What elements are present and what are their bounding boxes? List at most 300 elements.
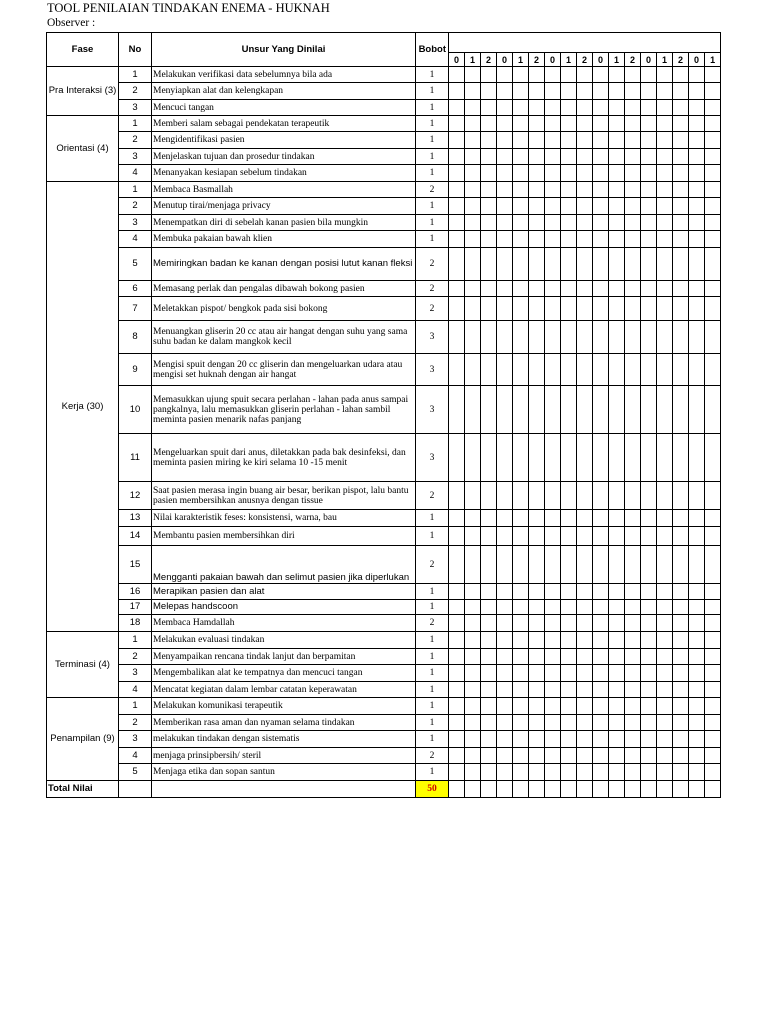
score-cell[interactable] xyxy=(481,248,497,281)
score-cell[interactable] xyxy=(625,354,641,386)
score-cell[interactable] xyxy=(577,731,593,748)
score-cell[interactable] xyxy=(625,132,641,149)
score-cell[interactable] xyxy=(609,584,625,600)
score-cell[interactable] xyxy=(529,182,545,198)
score-cell[interactable] xyxy=(545,67,561,83)
score-cell[interactable] xyxy=(529,231,545,248)
score-cell[interactable] xyxy=(641,321,657,354)
score-cell[interactable] xyxy=(481,83,497,100)
score-cell[interactable] xyxy=(545,698,561,715)
score-cell[interactable] xyxy=(641,100,657,116)
score-cell[interactable] xyxy=(705,731,721,748)
score-cell[interactable] xyxy=(625,67,641,83)
score-cell[interactable] xyxy=(449,182,465,198)
score-cell[interactable] xyxy=(609,198,625,215)
score-cell[interactable] xyxy=(529,434,545,482)
score-cell[interactable] xyxy=(609,748,625,764)
score-cell[interactable] xyxy=(449,731,465,748)
score-cell[interactable] xyxy=(465,67,481,83)
score-cell[interactable] xyxy=(641,546,657,584)
score-cell[interactable] xyxy=(545,731,561,748)
score-cell[interactable] xyxy=(673,83,689,100)
score-cell[interactable] xyxy=(625,482,641,510)
score-cell[interactable] xyxy=(625,165,641,182)
score-cell[interactable] xyxy=(465,665,481,682)
score-cell[interactable] xyxy=(561,748,577,764)
score-cell[interactable] xyxy=(625,731,641,748)
score-cell[interactable] xyxy=(593,781,609,798)
score-cell[interactable] xyxy=(481,67,497,83)
score-cell[interactable] xyxy=(625,698,641,715)
score-cell[interactable] xyxy=(449,764,465,781)
score-cell[interactable] xyxy=(689,132,705,149)
score-cell[interactable] xyxy=(449,527,465,546)
score-cell[interactable] xyxy=(625,386,641,434)
score-cell[interactable] xyxy=(577,248,593,281)
score-cell[interactable] xyxy=(625,682,641,698)
score-cell[interactable] xyxy=(657,584,673,600)
score-cell[interactable] xyxy=(593,665,609,682)
score-cell[interactable] xyxy=(705,748,721,764)
score-cell[interactable] xyxy=(577,100,593,116)
score-cell[interactable] xyxy=(497,482,513,510)
score-cell[interactable] xyxy=(641,132,657,149)
score-cell[interactable] xyxy=(449,231,465,248)
score-cell[interactable] xyxy=(529,100,545,116)
score-cell[interactable] xyxy=(673,215,689,231)
score-cell[interactable] xyxy=(593,584,609,600)
score-cell[interactable] xyxy=(561,510,577,527)
score-cell[interactable] xyxy=(449,715,465,731)
score-cell[interactable] xyxy=(593,83,609,100)
score-cell[interactable] xyxy=(529,165,545,182)
score-cell[interactable] xyxy=(577,649,593,665)
score-cell[interactable] xyxy=(689,781,705,798)
score-cell[interactable] xyxy=(497,198,513,215)
score-cell[interactable] xyxy=(545,600,561,615)
score-cell[interactable] xyxy=(481,764,497,781)
score-cell[interactable] xyxy=(593,182,609,198)
score-cell[interactable] xyxy=(609,715,625,731)
score-cell[interactable] xyxy=(705,510,721,527)
score-cell[interactable] xyxy=(497,248,513,281)
score-cell[interactable] xyxy=(577,715,593,731)
score-cell[interactable] xyxy=(513,354,529,386)
score-cell[interactable] xyxy=(577,198,593,215)
score-cell[interactable] xyxy=(657,116,673,132)
score-cell[interactable] xyxy=(465,600,481,615)
score-cell[interactable] xyxy=(465,584,481,600)
score-cell[interactable] xyxy=(513,149,529,165)
score-cell[interactable] xyxy=(497,649,513,665)
score-cell[interactable] xyxy=(593,67,609,83)
score-cell[interactable] xyxy=(641,527,657,546)
score-cell[interactable] xyxy=(545,615,561,632)
score-cell[interactable] xyxy=(593,632,609,649)
score-cell[interactable] xyxy=(497,764,513,781)
score-cell[interactable] xyxy=(465,386,481,434)
score-cell[interactable] xyxy=(609,649,625,665)
score-cell[interactable] xyxy=(673,198,689,215)
score-cell[interactable] xyxy=(625,527,641,546)
score-cell[interactable] xyxy=(481,116,497,132)
score-cell[interactable] xyxy=(449,748,465,764)
score-cell[interactable] xyxy=(481,665,497,682)
score-cell[interactable] xyxy=(673,386,689,434)
score-cell[interactable] xyxy=(657,698,673,715)
score-cell[interactable] xyxy=(657,132,673,149)
score-cell[interactable] xyxy=(609,83,625,100)
score-cell[interactable] xyxy=(449,386,465,434)
score-cell[interactable] xyxy=(593,546,609,584)
score-cell[interactable] xyxy=(449,248,465,281)
score-cell[interactable] xyxy=(577,764,593,781)
score-cell[interactable] xyxy=(577,600,593,615)
score-cell[interactable] xyxy=(577,781,593,798)
score-cell[interactable] xyxy=(609,281,625,297)
score-cell[interactable] xyxy=(673,682,689,698)
score-cell[interactable] xyxy=(561,434,577,482)
score-cell[interactable] xyxy=(561,165,577,182)
score-cell[interactable] xyxy=(465,215,481,231)
score-cell[interactable] xyxy=(497,600,513,615)
score-cell[interactable] xyxy=(449,665,465,682)
score-cell[interactable] xyxy=(705,386,721,434)
score-cell[interactable] xyxy=(561,83,577,100)
score-cell[interactable] xyxy=(465,354,481,386)
score-cell[interactable] xyxy=(641,354,657,386)
score-cell[interactable] xyxy=(545,748,561,764)
score-cell[interactable] xyxy=(657,434,673,482)
score-cell[interactable] xyxy=(593,698,609,715)
score-cell[interactable] xyxy=(657,715,673,731)
score-cell[interactable] xyxy=(481,546,497,584)
score-cell[interactable] xyxy=(657,482,673,510)
score-cell[interactable] xyxy=(609,116,625,132)
score-cell[interactable] xyxy=(689,231,705,248)
score-cell[interactable] xyxy=(673,354,689,386)
score-cell[interactable] xyxy=(513,297,529,321)
score-cell[interactable] xyxy=(561,682,577,698)
score-cell[interactable] xyxy=(497,510,513,527)
score-cell[interactable] xyxy=(705,615,721,632)
score-cell[interactable] xyxy=(673,665,689,682)
score-cell[interactable] xyxy=(449,100,465,116)
score-cell[interactable] xyxy=(705,248,721,281)
score-cell[interactable] xyxy=(689,649,705,665)
score-cell[interactable] xyxy=(641,198,657,215)
score-cell[interactable] xyxy=(705,527,721,546)
score-cell[interactable] xyxy=(545,665,561,682)
score-cell[interactable] xyxy=(657,67,673,83)
score-cell[interactable] xyxy=(481,231,497,248)
score-cell[interactable] xyxy=(593,297,609,321)
score-cell[interactable] xyxy=(641,748,657,764)
score-cell[interactable] xyxy=(705,83,721,100)
score-cell[interactable] xyxy=(449,354,465,386)
score-cell[interactable] xyxy=(481,715,497,731)
score-cell[interactable] xyxy=(609,434,625,482)
score-cell[interactable] xyxy=(593,354,609,386)
score-cell[interactable] xyxy=(529,149,545,165)
score-cell[interactable] xyxy=(673,731,689,748)
score-cell[interactable] xyxy=(449,510,465,527)
score-cell[interactable] xyxy=(705,715,721,731)
score-cell[interactable] xyxy=(705,321,721,354)
score-cell[interactable] xyxy=(625,764,641,781)
score-cell[interactable] xyxy=(529,584,545,600)
score-cell[interactable] xyxy=(673,297,689,321)
score-cell[interactable] xyxy=(449,116,465,132)
score-cell[interactable] xyxy=(593,715,609,731)
score-cell[interactable] xyxy=(545,527,561,546)
score-cell[interactable] xyxy=(561,297,577,321)
score-cell[interactable] xyxy=(593,482,609,510)
score-cell[interactable] xyxy=(545,510,561,527)
score-cell[interactable] xyxy=(449,600,465,615)
score-cell[interactable] xyxy=(625,748,641,764)
score-cell[interactable] xyxy=(625,182,641,198)
score-cell[interactable] xyxy=(577,297,593,321)
score-cell[interactable] xyxy=(593,764,609,781)
score-cell[interactable] xyxy=(529,297,545,321)
score-cell[interactable] xyxy=(561,546,577,584)
score-cell[interactable] xyxy=(609,248,625,281)
score-cell[interactable] xyxy=(657,83,673,100)
score-cell[interactable] xyxy=(625,546,641,584)
score-cell[interactable] xyxy=(625,600,641,615)
score-cell[interactable] xyxy=(657,649,673,665)
score-cell[interactable] xyxy=(593,281,609,297)
score-cell[interactable] xyxy=(545,584,561,600)
score-cell[interactable] xyxy=(577,182,593,198)
score-cell[interactable] xyxy=(513,132,529,149)
score-cell[interactable] xyxy=(545,321,561,354)
score-cell[interactable] xyxy=(609,527,625,546)
score-cell[interactable] xyxy=(641,632,657,649)
score-cell[interactable] xyxy=(609,215,625,231)
score-cell[interactable] xyxy=(625,83,641,100)
score-cell[interactable] xyxy=(497,665,513,682)
score-cell[interactable] xyxy=(593,132,609,149)
score-cell[interactable] xyxy=(625,665,641,682)
score-cell[interactable] xyxy=(625,649,641,665)
score-cell[interactable] xyxy=(481,615,497,632)
score-cell[interactable] xyxy=(449,281,465,297)
score-cell[interactable] xyxy=(545,386,561,434)
score-cell[interactable] xyxy=(577,116,593,132)
score-cell[interactable] xyxy=(449,297,465,321)
score-cell[interactable] xyxy=(529,215,545,231)
score-cell[interactable] xyxy=(513,231,529,248)
score-cell[interactable] xyxy=(513,83,529,100)
score-cell[interactable] xyxy=(641,434,657,482)
score-cell[interactable] xyxy=(497,546,513,584)
score-cell[interactable] xyxy=(513,434,529,482)
score-cell[interactable] xyxy=(673,434,689,482)
score-cell[interactable] xyxy=(689,386,705,434)
score-cell[interactable] xyxy=(465,527,481,546)
score-cell[interactable] xyxy=(465,781,481,798)
score-cell[interactable] xyxy=(513,748,529,764)
score-cell[interactable] xyxy=(689,682,705,698)
score-cell[interactable] xyxy=(529,698,545,715)
score-cell[interactable] xyxy=(481,100,497,116)
score-cell[interactable] xyxy=(609,615,625,632)
score-cell[interactable] xyxy=(561,764,577,781)
score-cell[interactable] xyxy=(481,165,497,182)
score-cell[interactable] xyxy=(609,482,625,510)
score-cell[interactable] xyxy=(705,198,721,215)
score-cell[interactable] xyxy=(689,600,705,615)
score-cell[interactable] xyxy=(545,149,561,165)
score-cell[interactable] xyxy=(609,781,625,798)
score-cell[interactable] xyxy=(689,748,705,764)
score-cell[interactable] xyxy=(465,116,481,132)
score-cell[interactable] xyxy=(689,182,705,198)
score-cell[interactable] xyxy=(577,165,593,182)
score-cell[interactable] xyxy=(657,600,673,615)
score-cell[interactable] xyxy=(705,149,721,165)
score-cell[interactable] xyxy=(481,781,497,798)
score-cell[interactable] xyxy=(497,215,513,231)
score-cell[interactable] xyxy=(641,386,657,434)
score-cell[interactable] xyxy=(641,649,657,665)
score-cell[interactable] xyxy=(497,100,513,116)
score-cell[interactable] xyxy=(545,182,561,198)
score-cell[interactable] xyxy=(673,321,689,354)
score-cell[interactable] xyxy=(529,116,545,132)
score-cell[interactable] xyxy=(465,615,481,632)
score-cell[interactable] xyxy=(641,482,657,510)
score-cell[interactable] xyxy=(481,132,497,149)
score-cell[interactable] xyxy=(641,665,657,682)
score-cell[interactable] xyxy=(625,281,641,297)
score-cell[interactable] xyxy=(705,165,721,182)
score-cell[interactable] xyxy=(545,297,561,321)
score-cell[interactable] xyxy=(513,198,529,215)
score-cell[interactable] xyxy=(689,297,705,321)
score-cell[interactable] xyxy=(529,83,545,100)
score-cell[interactable] xyxy=(513,698,529,715)
score-cell[interactable] xyxy=(561,132,577,149)
score-cell[interactable] xyxy=(705,781,721,798)
score-cell[interactable] xyxy=(561,665,577,682)
score-cell[interactable] xyxy=(705,482,721,510)
score-cell[interactable] xyxy=(705,67,721,83)
score-cell[interactable] xyxy=(449,781,465,798)
score-cell[interactable] xyxy=(529,132,545,149)
score-cell[interactable] xyxy=(497,682,513,698)
score-cell[interactable] xyxy=(673,715,689,731)
score-cell[interactable] xyxy=(593,149,609,165)
score-cell[interactable] xyxy=(689,198,705,215)
score-cell[interactable] xyxy=(513,116,529,132)
score-cell[interactable] xyxy=(513,584,529,600)
score-cell[interactable] xyxy=(545,165,561,182)
score-cell[interactable] xyxy=(657,248,673,281)
score-cell[interactable] xyxy=(545,248,561,281)
score-cell[interactable] xyxy=(593,510,609,527)
score-cell[interactable] xyxy=(481,482,497,510)
score-cell[interactable] xyxy=(673,546,689,584)
score-cell[interactable] xyxy=(657,527,673,546)
score-cell[interactable] xyxy=(545,215,561,231)
score-cell[interactable] xyxy=(545,100,561,116)
score-cell[interactable] xyxy=(545,649,561,665)
score-cell[interactable] xyxy=(465,649,481,665)
score-cell[interactable] xyxy=(625,321,641,354)
score-cell[interactable] xyxy=(625,100,641,116)
score-cell[interactable] xyxy=(673,510,689,527)
score-cell[interactable] xyxy=(705,434,721,482)
score-cell[interactable] xyxy=(689,100,705,116)
score-cell[interactable] xyxy=(641,615,657,632)
score-cell[interactable] xyxy=(641,83,657,100)
score-cell[interactable] xyxy=(625,434,641,482)
score-cell[interactable] xyxy=(609,354,625,386)
score-cell[interactable] xyxy=(497,281,513,297)
score-cell[interactable] xyxy=(625,149,641,165)
score-cell[interactable] xyxy=(625,231,641,248)
score-cell[interactable] xyxy=(641,182,657,198)
score-cell[interactable] xyxy=(465,764,481,781)
score-cell[interactable] xyxy=(449,149,465,165)
score-cell[interactable] xyxy=(465,482,481,510)
score-cell[interactable] xyxy=(513,715,529,731)
score-cell[interactable] xyxy=(465,321,481,354)
score-cell[interactable] xyxy=(465,682,481,698)
score-cell[interactable] xyxy=(609,297,625,321)
score-cell[interactable] xyxy=(657,281,673,297)
score-cell[interactable] xyxy=(673,281,689,297)
score-cell[interactable] xyxy=(625,198,641,215)
score-cell[interactable] xyxy=(449,615,465,632)
score-cell[interactable] xyxy=(449,698,465,715)
score-cell[interactable] xyxy=(657,100,673,116)
score-cell[interactable] xyxy=(513,215,529,231)
score-cell[interactable] xyxy=(577,748,593,764)
score-cell[interactable] xyxy=(609,231,625,248)
score-cell[interactable] xyxy=(561,731,577,748)
score-cell[interactable] xyxy=(689,482,705,510)
score-cell[interactable] xyxy=(497,116,513,132)
score-cell[interactable] xyxy=(449,165,465,182)
score-cell[interactable] xyxy=(673,527,689,546)
score-cell[interactable] xyxy=(529,600,545,615)
score-cell[interactable] xyxy=(609,546,625,584)
score-cell[interactable] xyxy=(705,354,721,386)
score-cell[interactable] xyxy=(449,546,465,584)
score-cell[interactable] xyxy=(609,182,625,198)
score-cell[interactable] xyxy=(481,281,497,297)
score-cell[interactable] xyxy=(657,731,673,748)
score-cell[interactable] xyxy=(545,116,561,132)
score-cell[interactable] xyxy=(705,132,721,149)
score-cell[interactable] xyxy=(529,682,545,698)
score-cell[interactable] xyxy=(529,764,545,781)
score-cell[interactable] xyxy=(673,632,689,649)
score-cell[interactable] xyxy=(657,354,673,386)
score-cell[interactable] xyxy=(657,297,673,321)
score-cell[interactable] xyxy=(577,615,593,632)
score-cell[interactable] xyxy=(465,100,481,116)
score-cell[interactable] xyxy=(577,83,593,100)
score-cell[interactable] xyxy=(497,731,513,748)
score-cell[interactable] xyxy=(689,510,705,527)
score-cell[interactable] xyxy=(689,67,705,83)
score-cell[interactable] xyxy=(513,665,529,682)
